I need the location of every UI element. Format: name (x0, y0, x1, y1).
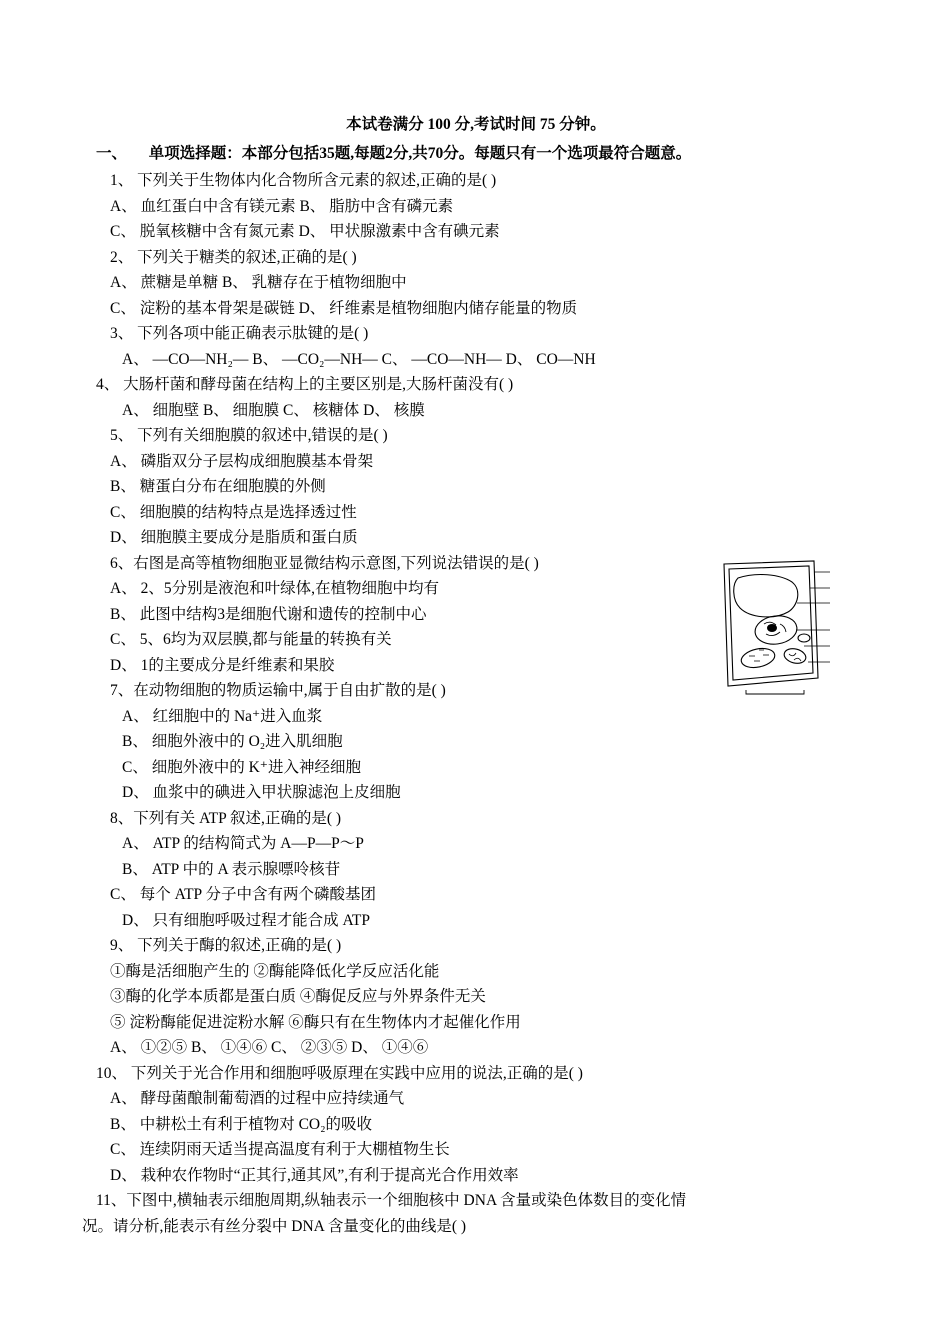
question-option: A、 ①②⑤ B、 ①④⑥ C、 ②③⑤ D、 ①④⑥ (110, 1039, 429, 1056)
question-item (96, 806, 856, 934)
question-option: C、 淀粉的基本骨架是碳链 D、 纤维素是植物细胞内储存能量的物质 (110, 299, 578, 317)
question-option: A、 ATP 的结构简式为 A—P—P～P (122, 835, 364, 852)
question-item (96, 245, 856, 322)
question-option: C、 连续阴雨天适当提高温度有利于大棚植物生长 (110, 1141, 450, 1158)
question-option: B、 细胞外液中的 O₂进入肌细胞 (122, 733, 343, 750)
question-item (96, 168, 856, 245)
section-heading (96, 140, 856, 167)
question-item (96, 1061, 856, 1189)
question-stem-cont: 况。请分析,能表示有丝分裂中 DNA 含量变化的曲线是( ) (82, 1217, 467, 1235)
section-title-text: 单项选择题：本部分包括35题,每题2分,共70分。每题只有一个选项最符合题意。 (148, 145, 692, 162)
plant-cell-diagram (718, 558, 838, 696)
question-stem: 10、 下列关于光合作用和细胞呼吸原理在实践中应用的说法,正确的是( ) (96, 1064, 583, 1082)
question-stem: 5、 下列有关细胞膜的叙述中,错误的是( ) (110, 427, 388, 444)
question-option: C、 5、6均为双层膜,都与能量的转换有关 (110, 631, 392, 648)
question-option: D、 血浆中的碘进入甲状腺滤泡上皮细胞 (122, 784, 401, 801)
question-option: A、 2、5分别是液泡和叶绿体,在植物细胞中均有 (110, 580, 439, 597)
question-stem: 8、下列有关 ATP 叙述,正确的是( ) (110, 809, 342, 827)
question-option: D、 细胞膜主要成分是脂质和蛋白质 (110, 529, 358, 546)
question-option: B、 中耕松土有利于植物对 CO₂的吸收 (110, 1115, 373, 1133)
exam-info: 本试卷满分 100 分,考试时间 75 分钟。 (346, 116, 606, 133)
question-stem: 2、 下列关于糖类的叙述,正确的是( ) (110, 248, 357, 266)
question-stem: 6、右图是高等植物细胞亚显微结构示意图,下列说法错误的是( ) (110, 554, 539, 572)
question-option: A、 血红蛋白中含有镁元素 B、 脂肪中含有磷元素 (110, 197, 454, 215)
question-stem: 3、 下列各项中能正确表示肽键的是( ) (110, 325, 369, 342)
question-option: A、 蔗糖是单糖 B、 乳糖存在于植物细胞中 (110, 274, 407, 291)
question-item (96, 678, 856, 806)
question-option: B、 ATP 中的 A 表示腺嘌呤核苷 (122, 860, 341, 878)
question-option: D、 只有细胞呼吸过程才能合成 ATP (122, 911, 371, 929)
question-stem: 1、 下列关于生物体内化合物所含元素的叙述,正确的是( ) (110, 172, 497, 189)
question-option: B、 此图中结构3是细胞代谢和遗传的控制中心 (110, 605, 427, 623)
question-option: C、 细胞膜的结构特点是选择透过性 (110, 503, 357, 521)
question-option: A、 细胞壁 B、 细胞膜 C、 核糖体 D、 核膜 (122, 401, 425, 419)
question-item (96, 372, 856, 423)
question-option: D、 1的主要成分是纤维素和果胶 (110, 656, 335, 674)
section-number: 一、 (96, 145, 128, 162)
question-option: C、 细胞外液中的 K⁺进入神经细胞 (122, 758, 361, 776)
question-item (96, 423, 856, 551)
question-option: C、 脱氧核糖中含有氮元素 D、 甲状腺激素中含有碘元素 (110, 223, 500, 240)
question-option: ⑤ 淀粉酶能促进淀粉水解 ⑥酶只有在生物体内才起催化作用 (110, 1013, 521, 1031)
question-option: A、 红细胞中的 Na⁺进入血浆 (122, 707, 323, 725)
question-option: A、 —CO—NH₂— B、 —CO₂—NH— C、 —CO—NH— D、 CO—NH (122, 350, 596, 368)
question-stem: 9、 下列关于酶的叙述,正确的是( ) (110, 937, 342, 954)
question-item (82, 1188, 856, 1239)
question-option: A、 磷脂双分子层构成细胞膜基本骨架 (110, 452, 374, 470)
question-stem: 4、 大肠杆菌和酵母菌在结构上的主要区别是,大肠杆菌没有( ) (96, 376, 514, 393)
question-option: ①酶是活细胞产生的 ②酶能降低化学反应活化能 (110, 962, 440, 980)
question-stem: 7、在动物细胞的物质运输中,属于自由扩散的是( ) (110, 682, 446, 699)
question-option: B、 糖蛋白分布在细胞膜的外侧 (110, 478, 326, 495)
question-stem: 11、下图中,横轴表示细胞周期,纵轴表示一个细胞核中 DNA 含量或染色体数目的变化情 (96, 1192, 687, 1209)
question-option: ③酶的化学本质都是蛋白质 ④酶促反应与外界条件无关 (110, 988, 486, 1005)
question-option: D、 栽种农作物时“正其行,通其风”,有利于提高光合作用效率 (110, 1166, 519, 1184)
question-option: C、 每个 ATP 分子中含有两个磷酸基团 (110, 886, 376, 903)
question-option: A、 酵母菌酿制葡萄酒的过程中应持续通气 (110, 1090, 405, 1107)
question-item (96, 933, 856, 1061)
question-item (96, 321, 856, 372)
